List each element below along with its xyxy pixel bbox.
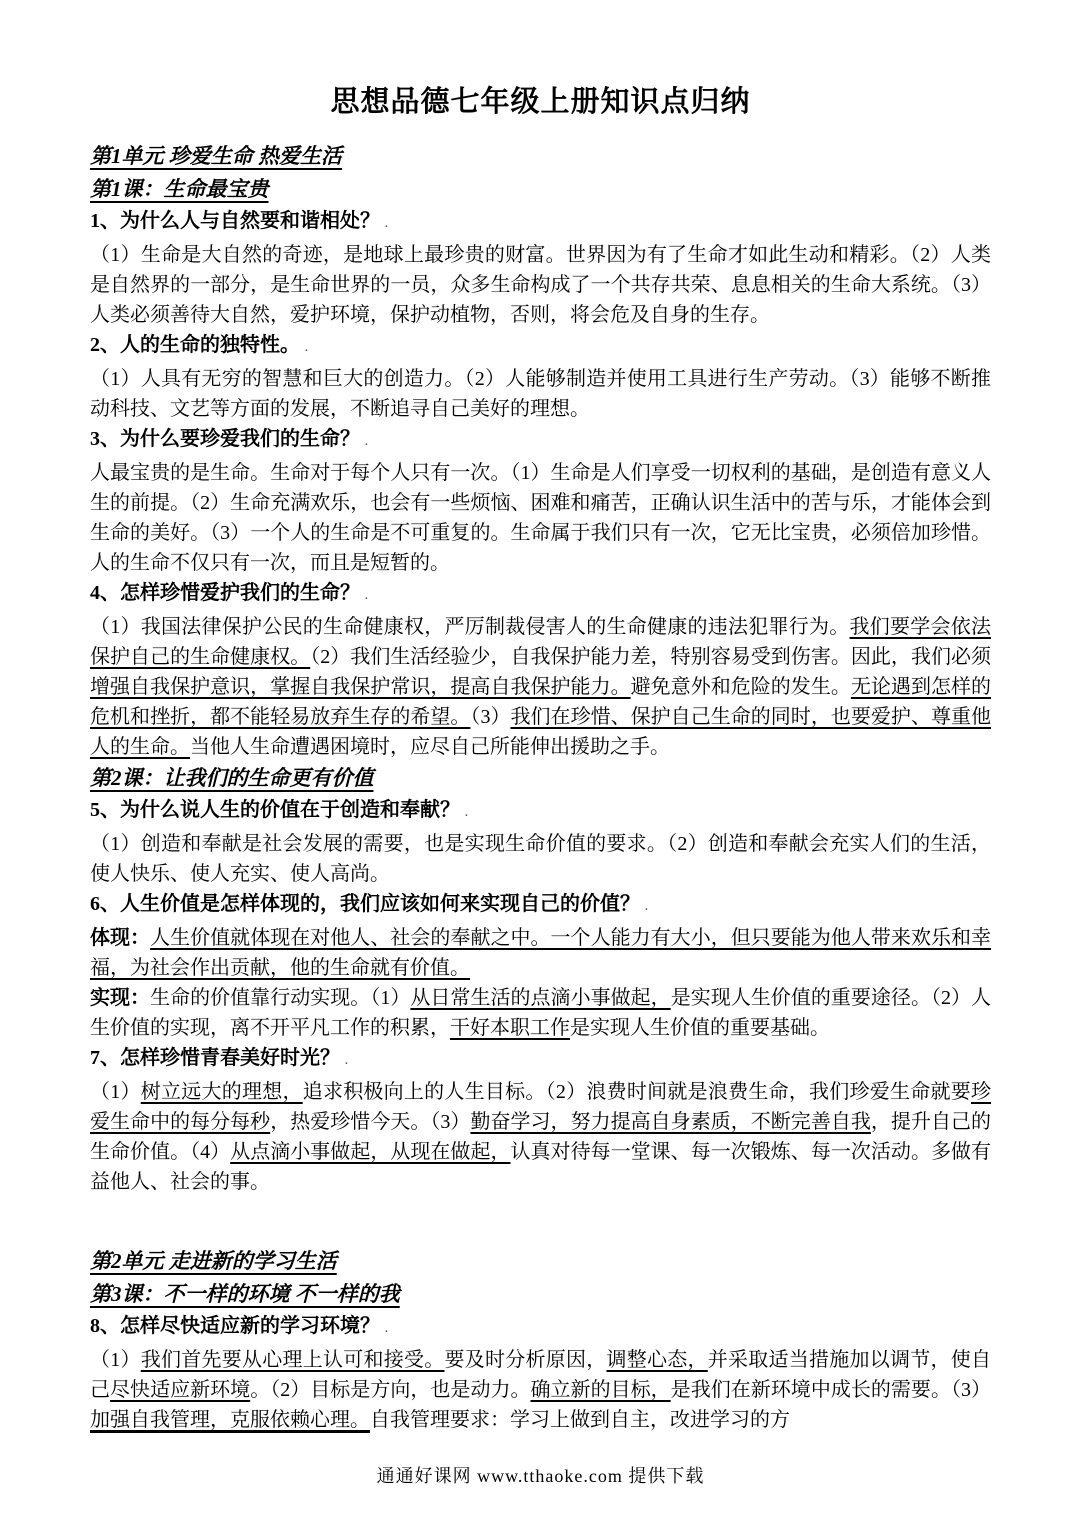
text-segment: 生命的价值靠行动实现。（1） bbox=[150, 987, 411, 1009]
text-segment: 从日常生活的点滴小事做起， bbox=[410, 987, 671, 1009]
lesson-2-heading: 第2课：让我们的生命更有价值 bbox=[90, 766, 374, 790]
text-segment: 人生价值就体现在对他人、社会的奉献之中。一个人能力有大小，但只要能为他人带来欢乐和幸福，为社会作出贡献，他的生命就有价值。 bbox=[90, 927, 992, 979]
answer-3: 人最宝贵的是生命。生命对于每个人只有一次。（1）生命是人们享受一切权利的基础，是创造有意义人生的前提。（2）生命充满欢乐，也会有一些烦恼、困难和痛苦，正确认识生活中的苦与乐，才能体会到生命的美好。（3）一个人的生命是不可重复的。生命属于我们只有一次，它无比宝贵，必须倍加珍惜。人的生命不仅只有一次，而且是短暂的。 bbox=[90, 462, 991, 574]
answer-4 bbox=[90, 612, 991, 762]
question-1-text: 1、为什么人与自然要和谐相处？ bbox=[90, 210, 380, 232]
lesson-3-heading: 第3课：不一样的环境 不一样的我 bbox=[90, 1282, 400, 1306]
text-segment: 我们首先要从心理上认可和接受。 bbox=[140, 1349, 445, 1371]
question-4-heading bbox=[90, 578, 991, 612]
question-3-text: 3、为什么要珍爱我们的生命？ bbox=[90, 428, 360, 450]
text-segment: 尽快适应新环境 bbox=[110, 1379, 251, 1401]
text-segment: 我们在珍惜、保护自己生命的同时，也要爱护、尊重他人的生命。 bbox=[90, 706, 992, 758]
text-segment: 从点滴小事做起，从现在做起， bbox=[230, 1141, 511, 1163]
text-segment: ，热爱珍惜今天。（3） bbox=[270, 1111, 471, 1133]
lesson-1-heading: 第1课：生命最宝贵 bbox=[90, 177, 269, 201]
text-segment: 实现： bbox=[90, 987, 151, 1009]
text-segment: 我们要学会依法保护自己的生命健康权。 bbox=[90, 616, 991, 668]
answer-2: （1）人具有无穷的智慧和巨大的创造力。（2）人能够制造并使用工具进行生产劳动。（3）能够不断推动科技、文艺等方面的发展，不断追寻自己美好的理想。 bbox=[90, 368, 991, 420]
question-7-heading bbox=[90, 1043, 991, 1077]
heading-trailing-dot: . bbox=[385, 1323, 388, 1335]
question-6-heading bbox=[90, 889, 991, 923]
answer-6-manifestation bbox=[90, 923, 991, 983]
text-segment: 调整心态， bbox=[606, 1349, 708, 1371]
text-segment: ，提升自己的生命价值。（4） bbox=[90, 1111, 992, 1163]
text-segment: （1）我国法律保护公民的生命健康权，严厉制裁侵害人的生命健康的违法犯罪行为。 bbox=[90, 616, 850, 638]
page-footer bbox=[90, 1461, 991, 1491]
question-8-text: 8、怎样尽快适应新的学习环境？ bbox=[90, 1315, 380, 1337]
text-segment: 是我们在新环境中成长的需要。（3） bbox=[670, 1379, 992, 1401]
answer-5: （1）创造和奉献是社会发展的需要，也是实现生命价值的要求。（2）创造和奉献会充实人们的生活，使人快乐、使人充实、使人高尚。 bbox=[90, 833, 991, 885]
document-title: 思想品德七年级上册知识点归纳 bbox=[330, 86, 751, 118]
text-segment: （1） bbox=[90, 1349, 141, 1371]
heading-trailing-dot: . bbox=[365, 436, 368, 448]
text-segment: 干好本职工作 bbox=[450, 1017, 570, 1039]
unit-1-heading: 第1单元 珍爱生命 热爱生活 bbox=[90, 144, 342, 168]
answer-7 bbox=[90, 1077, 991, 1197]
text-segment: 避免意外和危险的发生。 bbox=[630, 676, 851, 698]
heading-trailing-dot: . bbox=[465, 807, 468, 819]
unit-2-heading: 第2单元 走进新的学习生活 bbox=[90, 1249, 337, 1273]
text-segment: 体现： bbox=[90, 927, 151, 949]
text-segment: 确立新的目标， bbox=[530, 1379, 671, 1401]
text-segment: 增强自我保护意识，掌握自我保护常识，提高自我保护能力。 bbox=[90, 676, 631, 698]
text-segment: 并采取适当措施加以调节，使自己 bbox=[90, 1349, 991, 1401]
question-5-heading bbox=[90, 795, 991, 829]
text-segment: 认真对待每一堂课、每一次锻炼、每一次活动。多做有益他人、社会的事。 bbox=[90, 1141, 992, 1193]
text-segment: （3） bbox=[470, 706, 511, 728]
text-segment: （1） bbox=[90, 1081, 141, 1103]
answer-8 bbox=[90, 1345, 991, 1435]
heading-trailing-dot: . bbox=[345, 1055, 348, 1067]
answer-6-realization bbox=[90, 983, 991, 1043]
text-segment: 当他人生命遭遇困境时，应尽自己所能伸出援助之手。 bbox=[190, 736, 670, 758]
text-segment: 树立远大的理想， bbox=[140, 1081, 303, 1103]
heading-trailing-dot: . bbox=[365, 590, 368, 602]
text-segment: 追求积极向上的人生目标。（2）浪费时间就是浪费生命，我们珍爱生命就要 bbox=[302, 1081, 972, 1103]
text-segment: 是实现人生价值的重要基础。 bbox=[570, 1017, 830, 1039]
text-segment: 是实现人生价值的重要途径。（2）人生价值的实现，离不开平凡工作的积累， bbox=[90, 987, 992, 1039]
question-4-text: 4、怎样珍惜爱护我们的生命？ bbox=[90, 582, 360, 604]
question-3-heading bbox=[90, 424, 991, 458]
heading-trailing-dot: . bbox=[645, 901, 648, 913]
text-segment: 勤奋学习，努力提高自身素质，不断完善自我 bbox=[470, 1111, 871, 1133]
footer-text: 通通好课网 www.tthaoke.com 提供下载 bbox=[376, 1466, 705, 1486]
question-8-heading bbox=[90, 1311, 991, 1345]
heading-trailing-dot: . bbox=[385, 218, 388, 230]
text-segment: 无论遇到怎样的危机和挫折，都不能轻易放弃生存的希望。 bbox=[90, 676, 992, 728]
question-1-heading bbox=[90, 206, 991, 240]
heading-trailing-dot: . bbox=[305, 342, 308, 354]
question-6-text: 6、人生价值是怎样体现的，我们应该如何来实现自己的价值？ bbox=[90, 893, 640, 915]
text-segment: 自我管理要求：学习上做到自主，改进学习的方 bbox=[370, 1409, 790, 1431]
question-5-text: 5、为什么说人生的价值在于创造和奉献？ bbox=[90, 799, 460, 821]
text-segment: 加强自我管理，克服依赖心理。 bbox=[90, 1409, 370, 1431]
text-segment: 珍爱生命中的每分每秒 bbox=[90, 1081, 992, 1133]
answer-1: （1）生命是大自然的奇迹，是地球上最珍贵的财富。世界因为有了生命才如此生动和精彩。（2）人类是自然界的一部分，是生命世界的一员，众多生命构成了一个共存共荣、息息相关的生命大系统。（3）人类必须善待大自然，爱护环境，保护动植物，否则，将会危及自身的生存。 bbox=[90, 244, 991, 326]
text-segment: （2）我们生活经验少，自我保护能力差，特别容易受到伤害。因此，我们必须 bbox=[310, 646, 992, 668]
question-7-text: 7、怎样珍惜青春美好时光？ bbox=[90, 1047, 340, 1069]
question-2-text: 2、人的生命的独特性。 bbox=[90, 334, 300, 356]
text-segment: 要及时分析原因， bbox=[444, 1349, 607, 1371]
text-segment: 。（2）目标是方向，也是动力。 bbox=[250, 1379, 531, 1401]
question-2-heading bbox=[90, 330, 991, 364]
